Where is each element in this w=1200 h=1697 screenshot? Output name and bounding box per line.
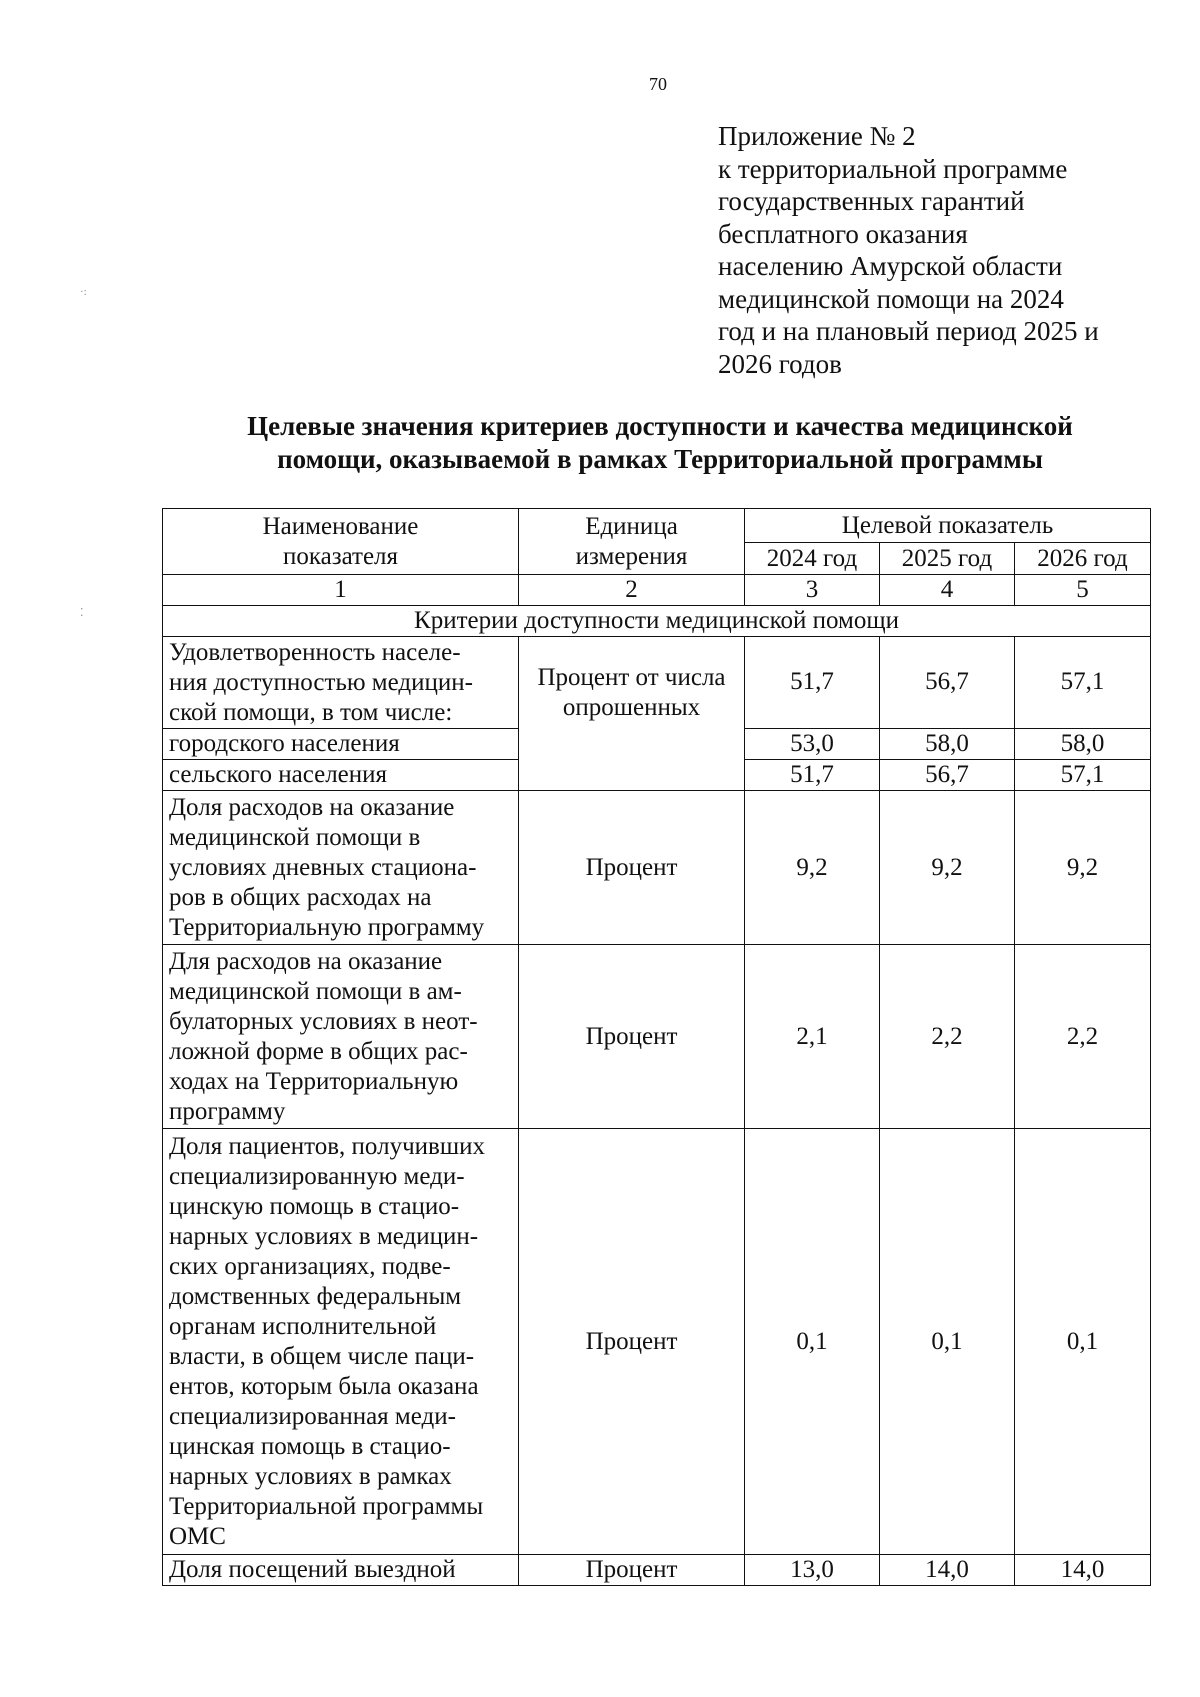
value-2026: 57,1 xyxy=(1015,637,1151,729)
section-row xyxy=(163,606,1151,637)
header-name-line1: Наименование xyxy=(262,512,419,540)
indicator-name-line: ния доступностью медицин- xyxy=(169,668,473,696)
appendix-line: медицинской помощи на 2024 xyxy=(718,283,1064,314)
indicator-name xyxy=(163,791,519,945)
indicator-name xyxy=(163,1129,519,1555)
table-row xyxy=(163,945,1151,1129)
indicator-name-line: Для расходов на оказание xyxy=(169,947,443,975)
value-2026: 9,2 xyxy=(1015,791,1151,945)
column-numbers-row xyxy=(163,575,1151,606)
header-year: 2025 год xyxy=(880,543,1015,575)
indicator-name-line: домственных федеральным xyxy=(169,1282,462,1310)
value-2024: 51,7 xyxy=(745,760,880,791)
value-2025: 58,0 xyxy=(880,729,1015,760)
unit-cell: Процент xyxy=(519,1129,745,1555)
indicator-name-line: органам исполнительной xyxy=(169,1312,437,1340)
column-number: 4 xyxy=(880,575,1015,606)
unit-cell xyxy=(519,637,745,791)
indicator-name: Доля посещений выездной xyxy=(163,1555,519,1586)
value-2024: 53,0 xyxy=(745,729,880,760)
table-row xyxy=(163,1555,1151,1586)
indicator-name-line: условиях дневных стациона- xyxy=(169,853,477,881)
value-2024: 13,0 xyxy=(745,1555,880,1586)
unit-line: Процент от числа xyxy=(537,663,726,691)
appendix-line: государственных гарантий xyxy=(718,186,1025,216)
indicator-name-line: цинскую помощь в стацио- xyxy=(169,1192,460,1220)
indicator-name xyxy=(163,637,519,729)
appendix-line: населению Амурской области xyxy=(718,251,1063,281)
indicator-name: городского населения xyxy=(163,729,519,760)
indicator-name-line: ентов, которым была оказана xyxy=(169,1372,479,1400)
header-year: 2024 год xyxy=(745,543,880,575)
indicator-name-line: булаторных условиях в неот- xyxy=(169,1007,478,1035)
criteria-table xyxy=(162,508,1151,1586)
indicator-name-line: программу xyxy=(169,1097,286,1125)
value-2024: 51,7 xyxy=(745,637,880,729)
indicator-name-line: Доля расходов на оказание xyxy=(169,793,455,821)
indicator-name xyxy=(163,945,519,1129)
appendix-line: год и на плановый период 2025 и xyxy=(718,316,1099,346)
header-name xyxy=(163,509,519,575)
column-number: 3 xyxy=(745,575,880,606)
indicator-name-line: ской помощи, в том числе: xyxy=(169,698,453,726)
indicator-name-line: специализированную меди- xyxy=(169,1162,465,1190)
unit-line: опрошенных xyxy=(562,693,701,721)
table-row xyxy=(163,791,1151,945)
appendix-block xyxy=(718,120,1148,380)
indicator-name-line: Доля пациентов, получивших xyxy=(169,1132,485,1160)
header-unit-line1: Единица xyxy=(585,512,678,540)
indicator-name-line: Удовлетворенность населе- xyxy=(169,638,461,666)
indicator-name-line: ложной форме в общих рас- xyxy=(169,1037,468,1065)
indicator-name-line: ходах на Территориальную xyxy=(169,1067,459,1095)
title-line-2: помощи, оказываемой в рамках Территориальной программы xyxy=(277,444,1043,474)
value-2025: 2,2 xyxy=(880,945,1015,1129)
value-2025: 0,1 xyxy=(880,1129,1015,1555)
value-2026: 57,1 xyxy=(1015,760,1151,791)
unit-cell: Процент xyxy=(519,791,745,945)
indicator-name-line: нарных условиях в рамках xyxy=(169,1462,452,1490)
indicator-name-line: ОМС xyxy=(169,1522,226,1550)
appendix-line: к территориальной программе xyxy=(718,153,1068,184)
indicator-name-line: медицинской помощи в xyxy=(169,823,421,851)
scan-speck: ⁚ xyxy=(80,607,84,619)
indicator-name-line: Территориальную программу xyxy=(169,913,485,941)
value-2024: 2,1 xyxy=(745,945,880,1129)
header-unit xyxy=(519,509,745,575)
page-number: 70 xyxy=(649,74,667,94)
unit-cell: Процент xyxy=(519,945,745,1129)
value-2026: 58,0 xyxy=(1015,729,1151,760)
value-2026: 2,2 xyxy=(1015,945,1151,1129)
value-2025: 56,7 xyxy=(880,637,1015,729)
header-name-line2: показателя xyxy=(282,542,399,570)
scan-speck: ·: xyxy=(80,286,87,298)
unit-cell: Процент xyxy=(519,1555,745,1586)
value-2024: 9,2 xyxy=(745,791,880,945)
indicator-name-line: Территориальной программы xyxy=(169,1492,484,1520)
column-number: 1 xyxy=(163,575,519,606)
appendix-line: Приложение № 2 xyxy=(718,121,916,151)
table-row xyxy=(163,1129,1151,1555)
document-title xyxy=(150,410,1170,476)
indicator-name-line: цинская помощь в стацио- xyxy=(169,1432,451,1460)
value-2025: 9,2 xyxy=(880,791,1015,945)
value-2026: 14,0 xyxy=(1015,1555,1151,1586)
column-number: 5 xyxy=(1015,575,1151,606)
appendix-line: бесплатного оказания xyxy=(718,218,968,249)
header-unit-line2: измерения xyxy=(575,542,688,570)
indicator-name-line: власти, в общем числе паци- xyxy=(169,1342,475,1370)
column-number: 2 xyxy=(519,575,745,606)
table-row xyxy=(163,637,1151,729)
value-2026: 0,1 xyxy=(1015,1129,1151,1555)
indicator-name: сельского населения xyxy=(163,760,519,791)
indicator-name-line: ров в общих расходах на xyxy=(169,883,432,911)
indicator-name-line: ских организациях, подве- xyxy=(169,1252,451,1280)
header-target: Целевой показатель xyxy=(745,509,1151,543)
section-access-title: Критерии доступности медицинской помощи xyxy=(163,606,1151,637)
header-row xyxy=(163,509,1151,543)
title-line-1: Целевые значения критериев доступности и качества медицинской xyxy=(247,411,1073,441)
value-2024: 0,1 xyxy=(745,1129,880,1555)
indicator-name-line: медицинской помощи в ам- xyxy=(169,977,462,1005)
value-2025: 14,0 xyxy=(880,1555,1015,1586)
value-2025: 56,7 xyxy=(880,760,1015,791)
indicator-name-line: специализированная меди- xyxy=(169,1402,456,1430)
appendix-line: 2026 годов xyxy=(718,348,842,379)
header-year: 2026 год xyxy=(1015,543,1151,575)
indicator-name-line: нарных условиях в медицин- xyxy=(169,1222,479,1250)
